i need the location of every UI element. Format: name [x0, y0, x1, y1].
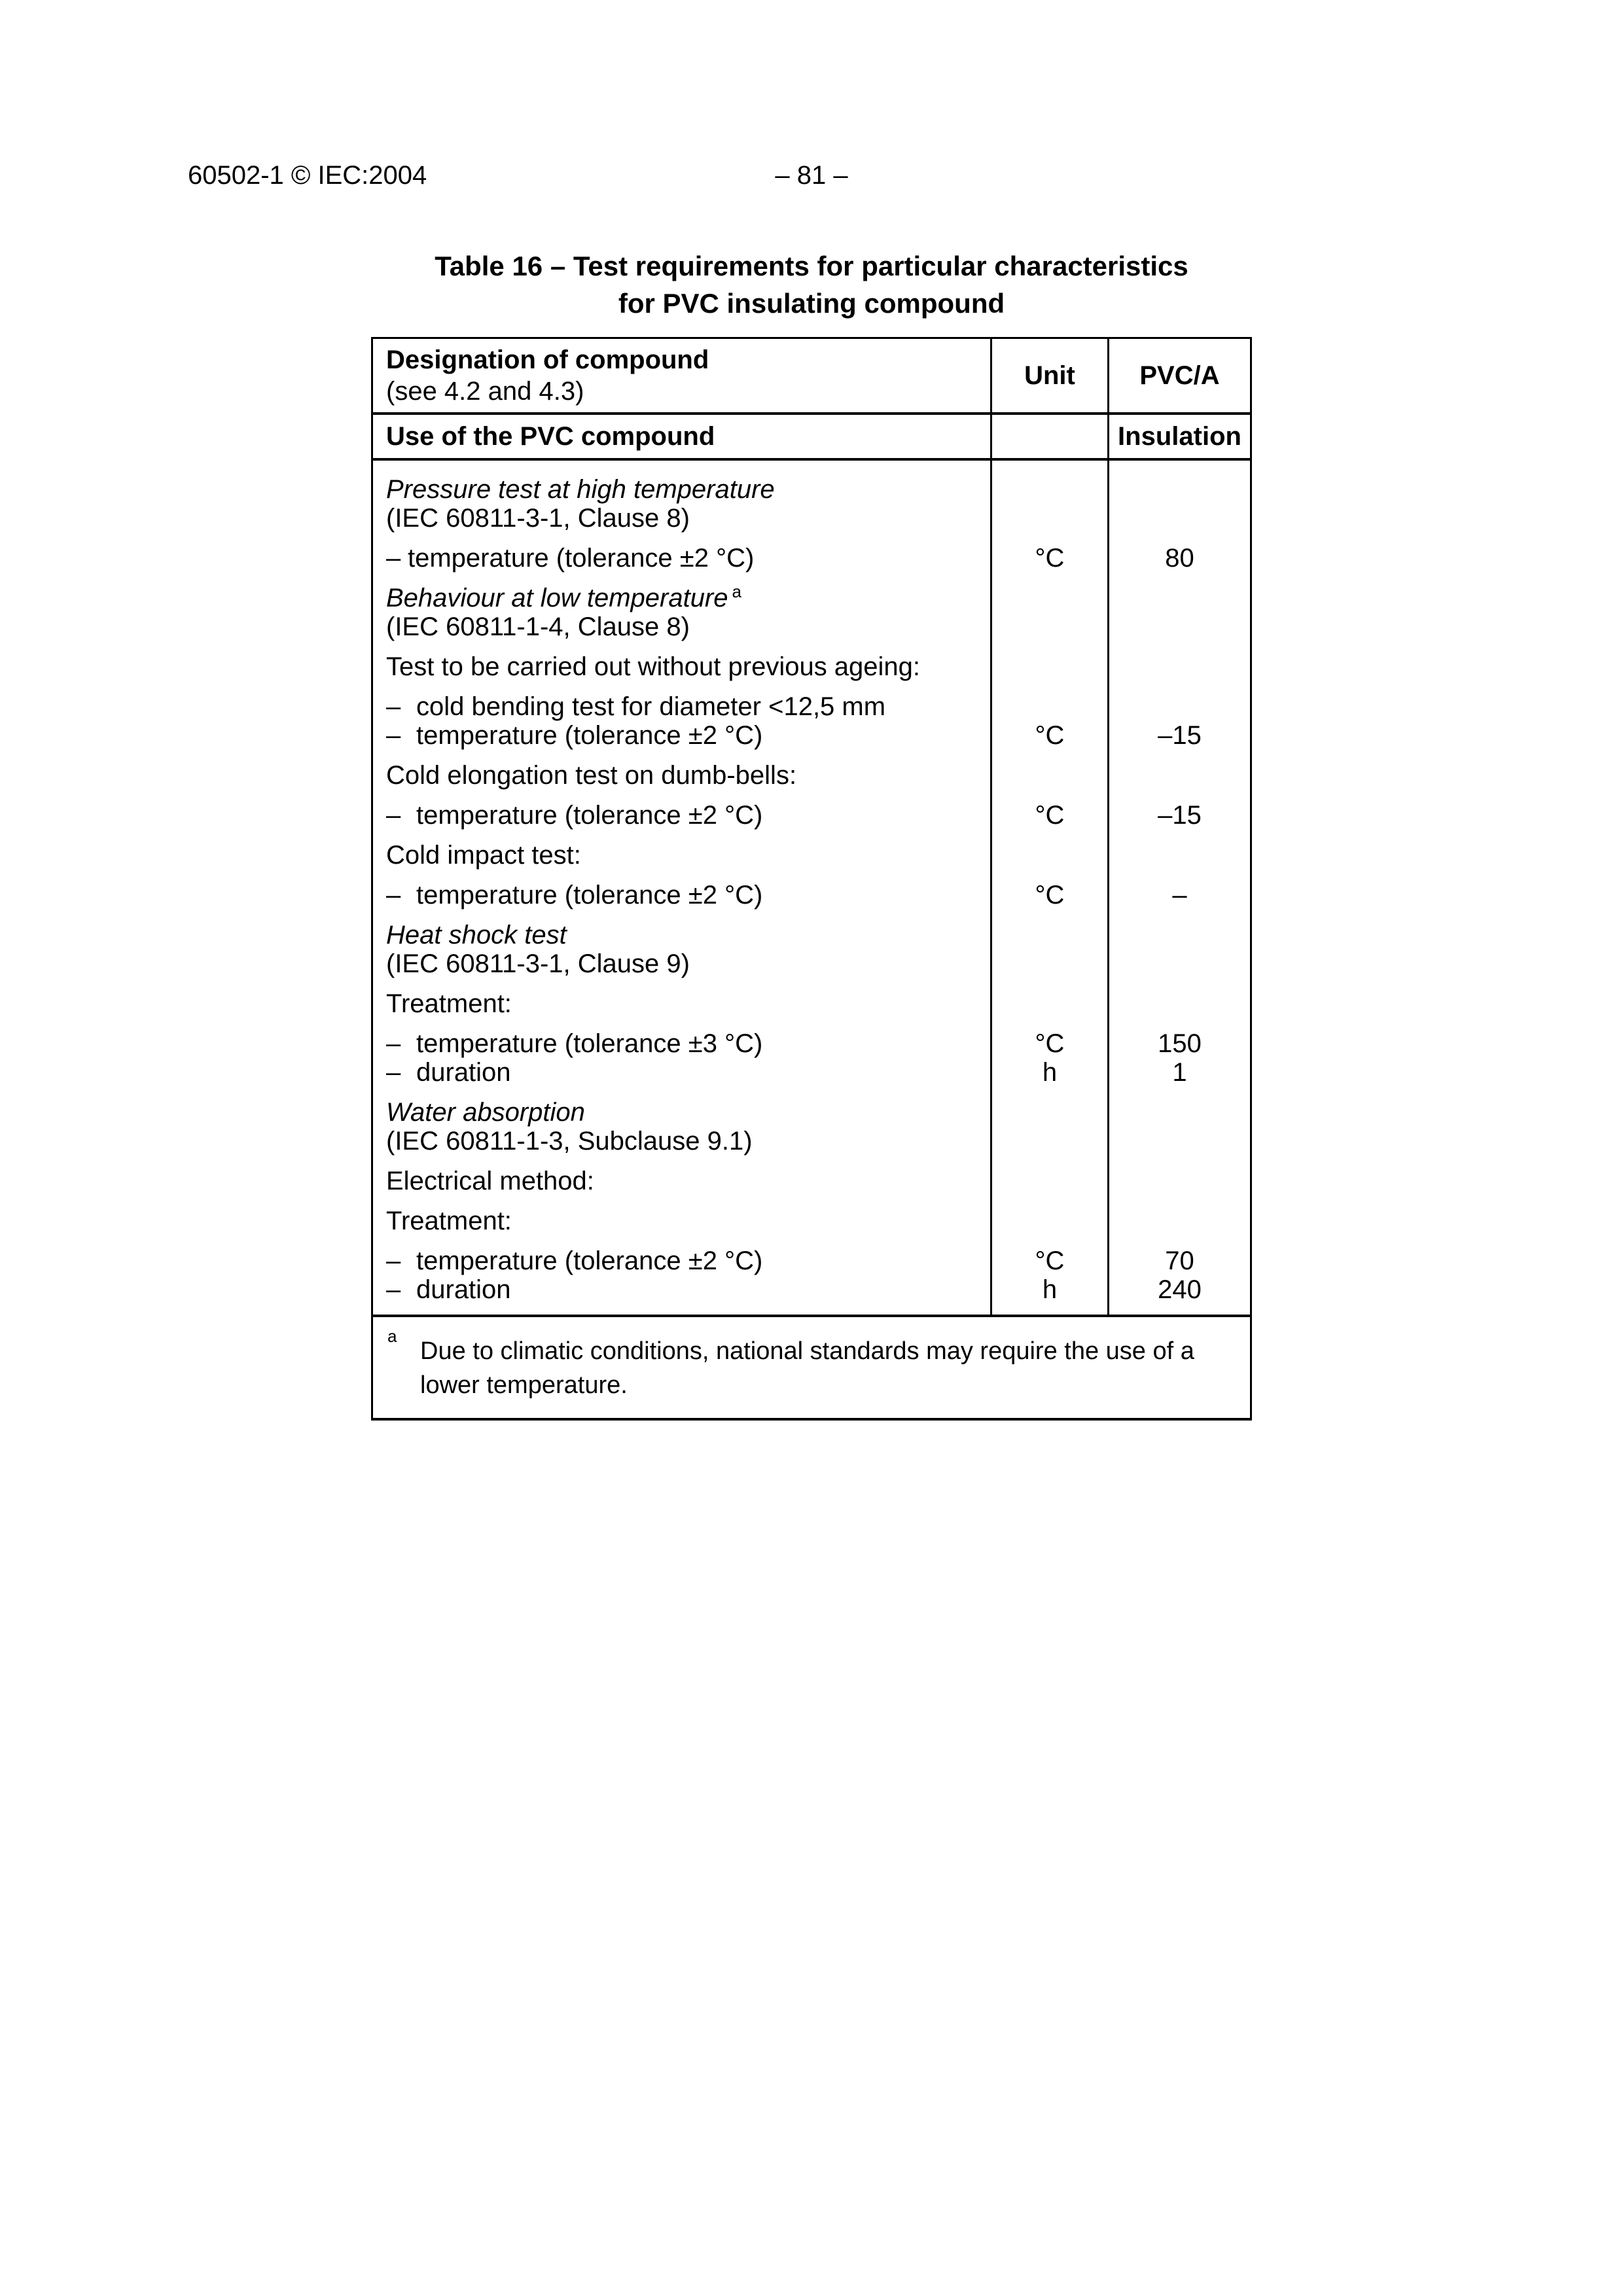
- document-reference: 60502-1 © IEC:2004: [188, 161, 427, 190]
- spec-line: [386, 721, 984, 750]
- value-cell: [1109, 504, 1250, 533]
- list-dash: –: [386, 801, 401, 830]
- body-column-requirements: [373, 461, 992, 1315]
- test-name: Behaviour at low temperature: [386, 584, 728, 612]
- spec-text: cold bending test for diameter <12,5 mm: [416, 692, 886, 721]
- header-cell-use-unit-empty: [992, 415, 1109, 458]
- list-dash: –: [386, 544, 401, 573]
- spec-line: [386, 1167, 984, 1195]
- spec-text: temperature (tolerance ±2 °C): [416, 1246, 763, 1275]
- table-title: [0, 247, 1623, 322]
- spec-text: Treatment:: [386, 1207, 512, 1235]
- header-cell-use: Use of the PVC compound: [373, 415, 992, 458]
- list-dash: –: [386, 1058, 401, 1087]
- header-cell-unit: Unit: [992, 339, 1109, 412]
- unit-cell: [992, 921, 1107, 949]
- designation-note: (see 4.2 and 4.3): [386, 377, 584, 406]
- value-cell: [1109, 652, 1250, 681]
- unit-cell: °C: [1035, 881, 1065, 910]
- value-cell: [1109, 949, 1250, 978]
- list-dash: –: [386, 1275, 401, 1304]
- value-cell: [1109, 584, 1250, 612]
- list-dash: –: [386, 881, 401, 910]
- unit-cell: [992, 475, 1107, 504]
- list-dash: –: [386, 1029, 401, 1058]
- test-name: Water absorption: [386, 1098, 585, 1127]
- body-column-pvca-values: [1109, 461, 1250, 1315]
- value-cell: [1109, 612, 1250, 641]
- spec-text: temperature (tolerance ±2 °C): [416, 721, 763, 750]
- spec-line: [386, 761, 984, 790]
- spec-text: (IEC 60811-1-3, Subclause 9.1): [386, 1127, 753, 1156]
- footnote-text: Due to climatic conditions, national standards may require the use of a lower temperature.: [420, 1337, 1194, 1399]
- value-cell: [1109, 921, 1250, 949]
- table-header-row-designation: [373, 339, 1250, 415]
- unit-cell: °C: [1035, 721, 1065, 750]
- list-dash: –: [386, 721, 401, 750]
- page-header: [0, 160, 1623, 190]
- unit-cell: [992, 584, 1107, 612]
- spec-text: (IEC 60811-3-1, Clause 9): [386, 949, 690, 978]
- spec-text: Cold impact test:: [386, 841, 581, 870]
- spec-text: Test to be carried out without previous ageing:: [386, 652, 921, 681]
- unit-cell: [992, 989, 1107, 1018]
- value-cell: [1109, 1167, 1250, 1195]
- header-cell-designation: [373, 339, 992, 412]
- spec-text: Treatment:: [386, 989, 512, 1018]
- unit-cell: [992, 1098, 1107, 1127]
- header-cell-insulation: Insulation: [1118, 421, 1241, 451]
- unit-cell: [992, 612, 1107, 641]
- spec-line: [386, 1127, 984, 1156]
- test-name: Heat shock test: [386, 921, 567, 949]
- spec-line: [386, 612, 984, 641]
- unit-cell: °C: [1035, 1246, 1065, 1275]
- unit-cell: [992, 761, 1107, 790]
- value-cell: –15: [1158, 721, 1202, 750]
- table-16: [371, 337, 1252, 1421]
- unit-cell: °C: [1035, 544, 1065, 573]
- unit-cell: [992, 652, 1107, 681]
- unit-cell: [992, 1167, 1107, 1195]
- unit-cell: [992, 504, 1107, 533]
- spec-line: [386, 1207, 984, 1235]
- spec-line: [386, 581, 984, 612]
- spec-text: temperature (tolerance ±2 °C): [408, 544, 755, 573]
- spec-text: (IEC 60811-1-4, Clause 8): [386, 612, 690, 641]
- spec-text: duration: [416, 1275, 511, 1304]
- spec-line: [386, 949, 984, 978]
- unit-cell: [992, 949, 1107, 978]
- unit-cell: [992, 841, 1107, 870]
- spec-text: temperature (tolerance ±3 °C): [416, 1029, 763, 1058]
- value-cell: 70: [1165, 1246, 1194, 1275]
- spec-line: [386, 1029, 984, 1058]
- spec-text: duration: [416, 1058, 511, 1087]
- value-cell: [1109, 1207, 1250, 1235]
- spec-text: (IEC 60811-3-1, Clause 8): [386, 504, 690, 533]
- spec-line: [386, 1275, 984, 1304]
- value-cell: –15: [1158, 801, 1202, 830]
- unit-cell: [992, 692, 1107, 721]
- spec-line: [386, 1098, 984, 1127]
- unit-cell: h: [1042, 1058, 1058, 1087]
- list-dash: –: [386, 692, 401, 721]
- table-title-line2: for PVC insulating compound: [618, 288, 1005, 319]
- spec-line: [386, 475, 984, 504]
- value-cell: 1: [1172, 1058, 1187, 1087]
- spec-line: [386, 841, 984, 870]
- list-dash: –: [386, 1246, 401, 1275]
- body-column-unit: [992, 461, 1109, 1315]
- footnote-marker: a: [387, 1326, 397, 1346]
- table-header-row-use: [373, 415, 1250, 461]
- value-cell: –: [1172, 881, 1187, 910]
- value-cell: [1109, 841, 1250, 870]
- unit-cell: h: [1042, 1275, 1058, 1304]
- spec-line: [386, 1246, 984, 1275]
- spec-text: Electrical method:: [386, 1167, 594, 1195]
- value-cell: [1109, 1127, 1250, 1156]
- spec-line: [386, 881, 984, 910]
- spec-text: temperature (tolerance ±2 °C): [416, 801, 763, 830]
- unit-cell: °C: [1035, 1029, 1065, 1058]
- value-cell: 240: [1158, 1275, 1202, 1304]
- table-title-line1: Table 16 – Test requirements for particular characteristics: [435, 251, 1188, 281]
- header-cell-pvca: PVC/A: [1139, 361, 1220, 390]
- spec-line: [386, 801, 984, 830]
- table-footnote-row: [373, 1315, 1250, 1418]
- spec-line: [386, 921, 984, 949]
- value-cell: 80: [1165, 544, 1194, 573]
- value-cell: 150: [1158, 1029, 1202, 1058]
- spec-line: [386, 1058, 984, 1087]
- value-cell: [1109, 692, 1250, 721]
- spec-text: Cold elongation test on dumb-bells:: [386, 761, 797, 790]
- spec-line: [386, 544, 984, 573]
- value-cell: [1109, 475, 1250, 504]
- spec-line: [386, 692, 984, 721]
- unit-cell: °C: [1035, 801, 1065, 830]
- spec-line: [386, 989, 984, 1018]
- unit-cell: [992, 1207, 1107, 1235]
- unit-cell: [992, 1127, 1107, 1156]
- page-number: – 81 –: [775, 161, 848, 190]
- spec-text: temperature (tolerance ±2 °C): [416, 881, 763, 910]
- spec-line: [386, 652, 984, 681]
- spec-line: [386, 504, 984, 533]
- value-cell: [1109, 1098, 1250, 1127]
- value-cell: [1109, 989, 1250, 1018]
- designation-label: Designation of compound: [386, 345, 709, 374]
- footnote-ref: a: [732, 581, 741, 601]
- table-body-row: [373, 461, 1250, 1315]
- value-cell: [1109, 761, 1250, 790]
- test-name: Pressure test at high temperature: [386, 475, 775, 504]
